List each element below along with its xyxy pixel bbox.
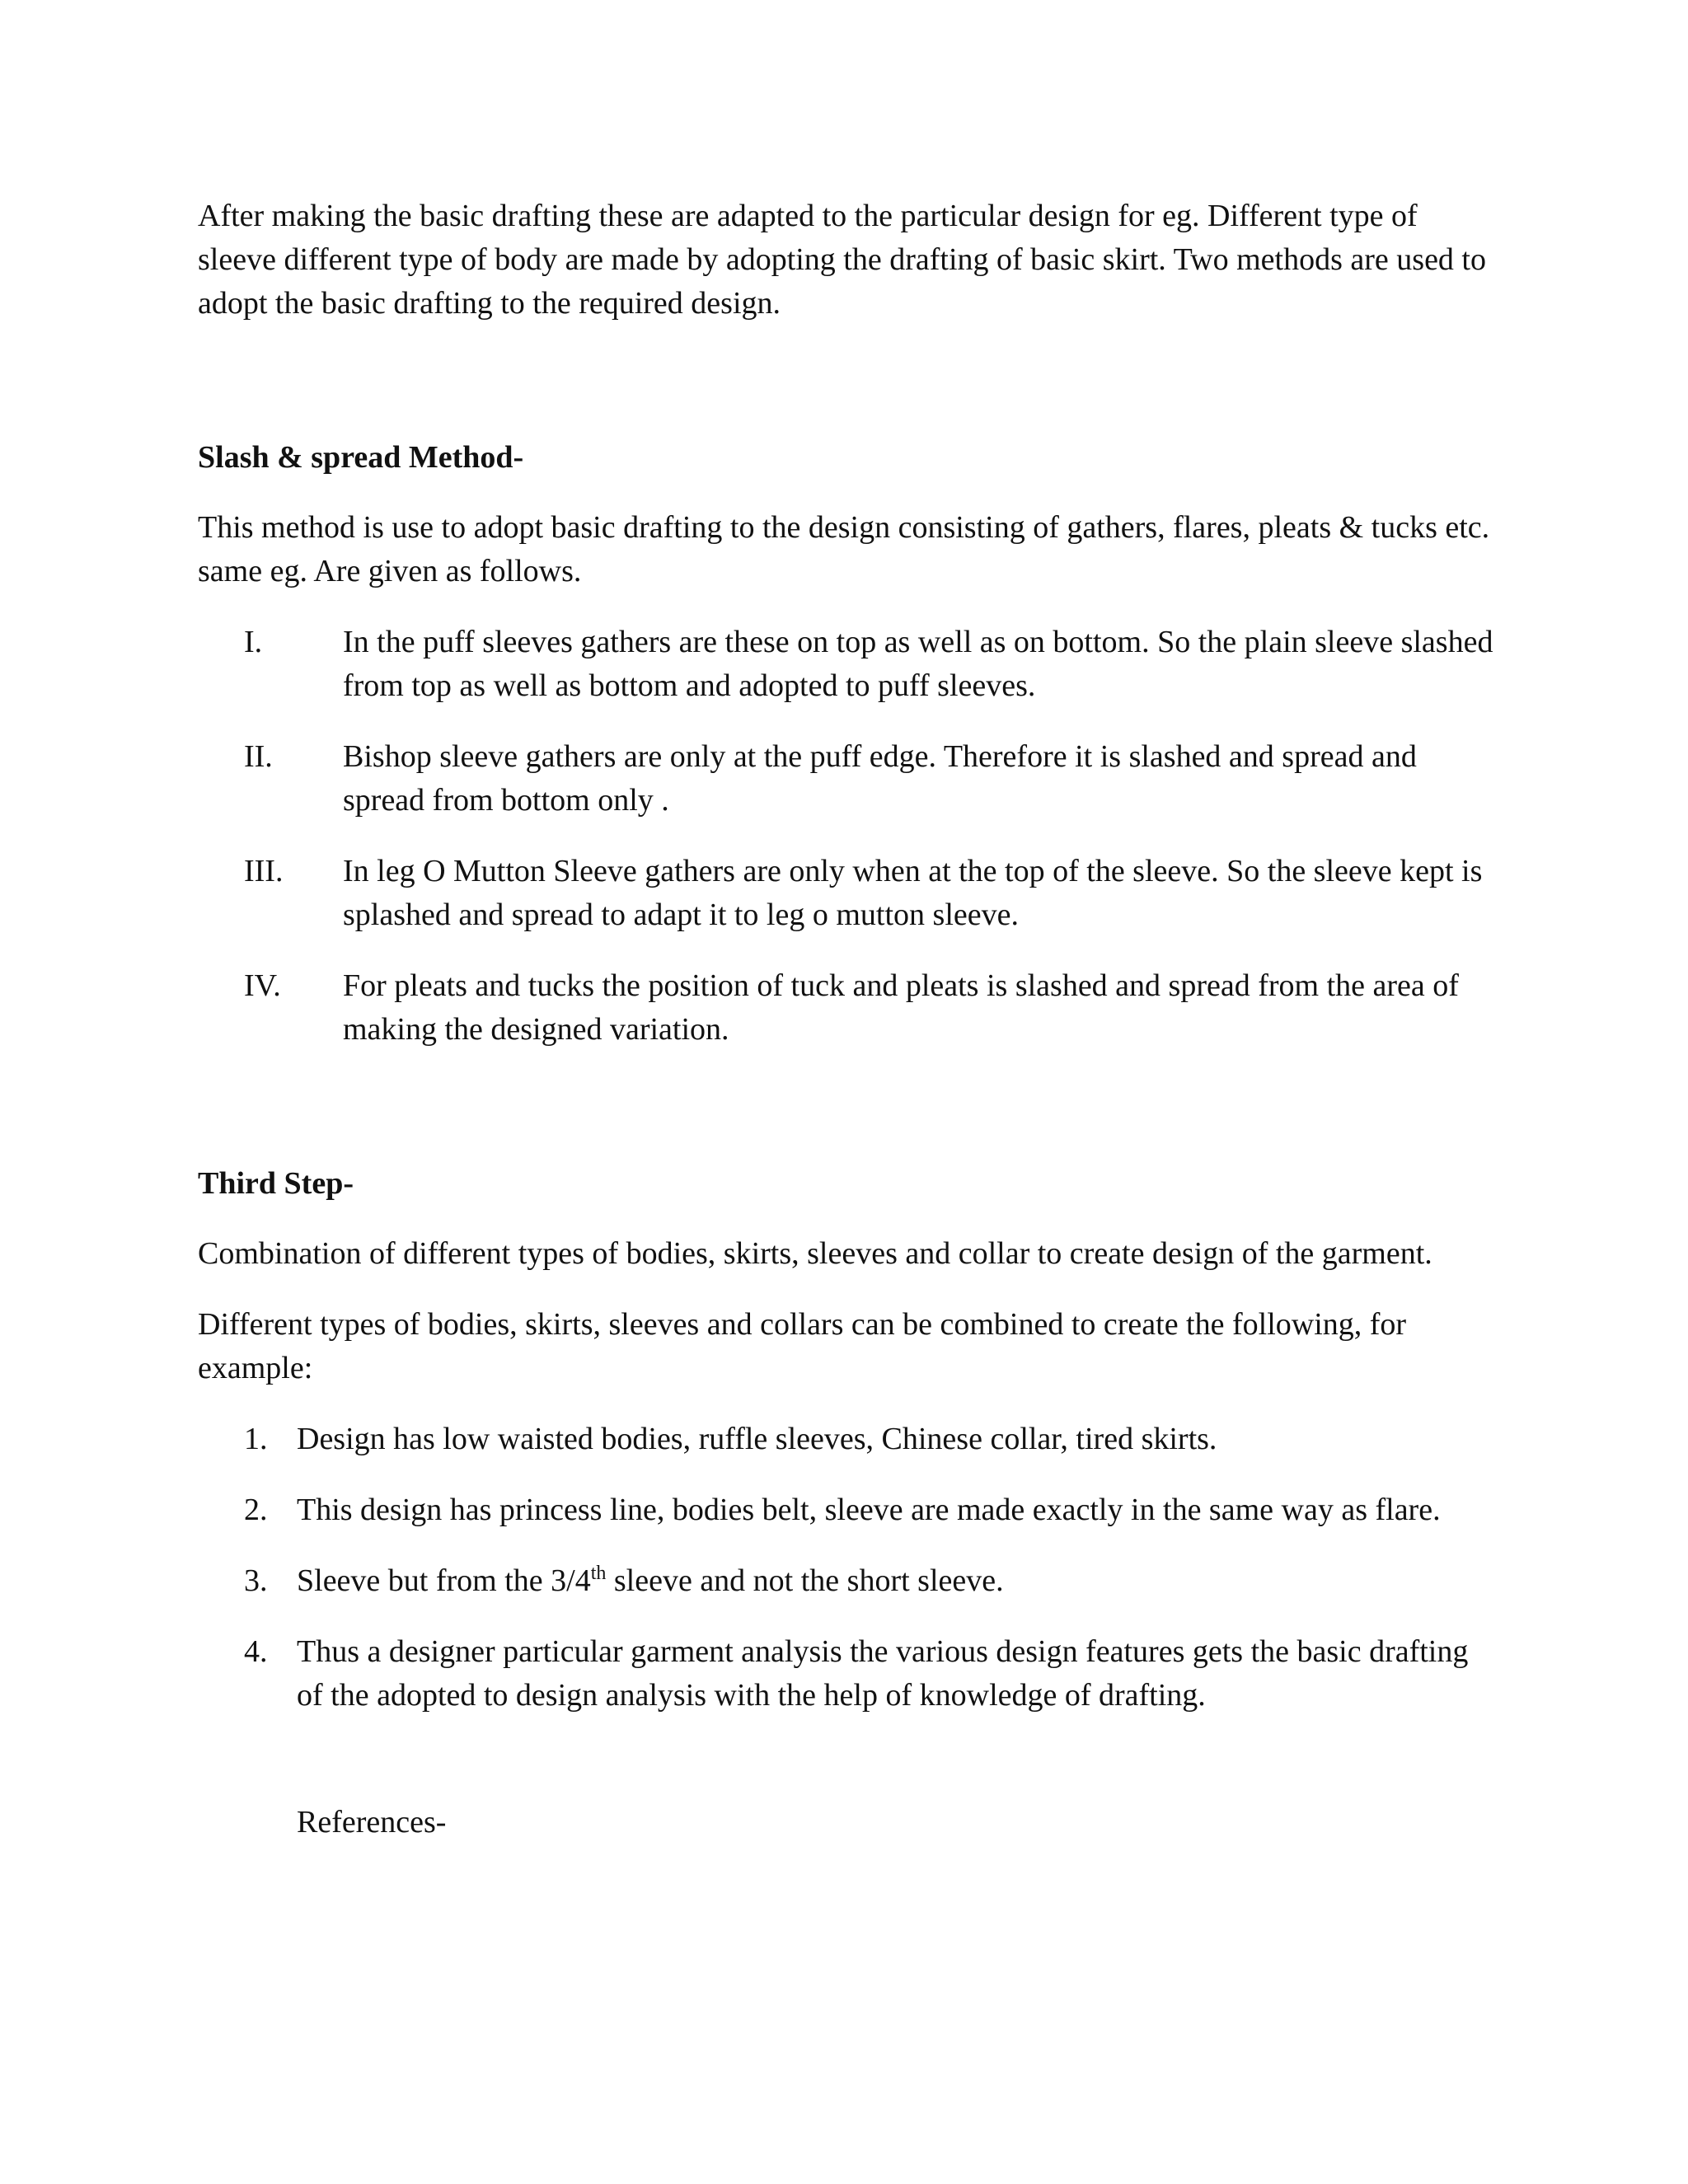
slash-spread-heading: Slash & spread Method- xyxy=(198,440,524,475)
list-item-text: This design has princess line, bodies belt, sleeve are made exactly in the same way as flare. xyxy=(297,1493,1441,1527)
list-marker: I. xyxy=(244,625,263,659)
list-item-text xyxy=(297,1563,1004,1598)
list-marker: 2. xyxy=(244,1493,268,1527)
slash-spread-paragraph: This method is use to adopt basic drafting to the design consisting of gathers, flares, pleats & tucks etc. same eg. Are given as follows. xyxy=(198,510,1490,588)
list-item-text-after: sleeve and not the short sleeve. xyxy=(606,1563,1004,1598)
list-item xyxy=(198,621,1500,708)
list-item-text: Thus a designer particular garment analysis the various design features gets the basic drafting of the adopted to design analysis with the help of knowledge of drafting. xyxy=(297,1634,1469,1713)
list-item xyxy=(198,735,1500,823)
list-marker: III. xyxy=(244,854,284,888)
list-item xyxy=(198,1559,1500,1603)
roman-numbered-list xyxy=(198,621,1500,1052)
intro-paragraph: After making the basic drafting these are adapted to the particular design for eg. Different type of sleeve different type of body are made by adopting the drafting of basic skirt. Two methods are used to adopt the basic drafting to the required design. xyxy=(198,199,1486,321)
list-item-text: In leg O Mutton Sleeve gathers are only when at the top of the sleeve. So the sleeve kept is splashed and spread to adapt it to leg o mutton sleeve. xyxy=(343,854,1483,932)
list-item-text: For pleats and tucks the position of tuck and pleats is slashed and spread from the area of making the designed variation. xyxy=(343,968,1459,1047)
ordinal-superscript: th xyxy=(590,1563,607,1584)
references-label: References- xyxy=(297,1805,447,1840)
list-item xyxy=(198,850,1500,937)
list-item xyxy=(198,1418,1500,1461)
document-page xyxy=(198,194,1500,1844)
list-item-text: In the puff sleeves gathers are these on top as well as on bottom. So the plain sleeve slashed from top as well as bottom and adopted to puff sleeves. xyxy=(343,625,1493,703)
list-item-text-before: Sleeve but from the 3/4 xyxy=(297,1563,591,1598)
list-marker: 3. xyxy=(244,1563,268,1598)
list-item xyxy=(198,964,1500,1052)
third-step-heading: Third Step- xyxy=(198,1166,354,1201)
list-item-text: Design has low waisted bodies, ruffle sleeves, Chinese collar, tired skirts. xyxy=(297,1422,1217,1456)
third-step-paragraph: Combination of different types of bodies, skirts, sleeves and collar to create design of the garment. xyxy=(198,1236,1432,1271)
combination-paragraph: Different types of bodies, skirts, sleeves and collars can be combined to create the following, for example: xyxy=(198,1307,1407,1385)
list-marker: II. xyxy=(244,739,273,774)
list-item xyxy=(198,1630,1500,1718)
list-marker: IV. xyxy=(244,968,281,1003)
list-item-text: Bishop sleeve gathers are only at the puff edge. Therefore it is slashed and spread and spread from bottom only . xyxy=(343,739,1417,818)
list-item xyxy=(198,1488,1500,1532)
list-marker: 1. xyxy=(244,1422,268,1456)
numbered-list xyxy=(198,1418,1500,1718)
list-marker: 4. xyxy=(244,1634,268,1669)
